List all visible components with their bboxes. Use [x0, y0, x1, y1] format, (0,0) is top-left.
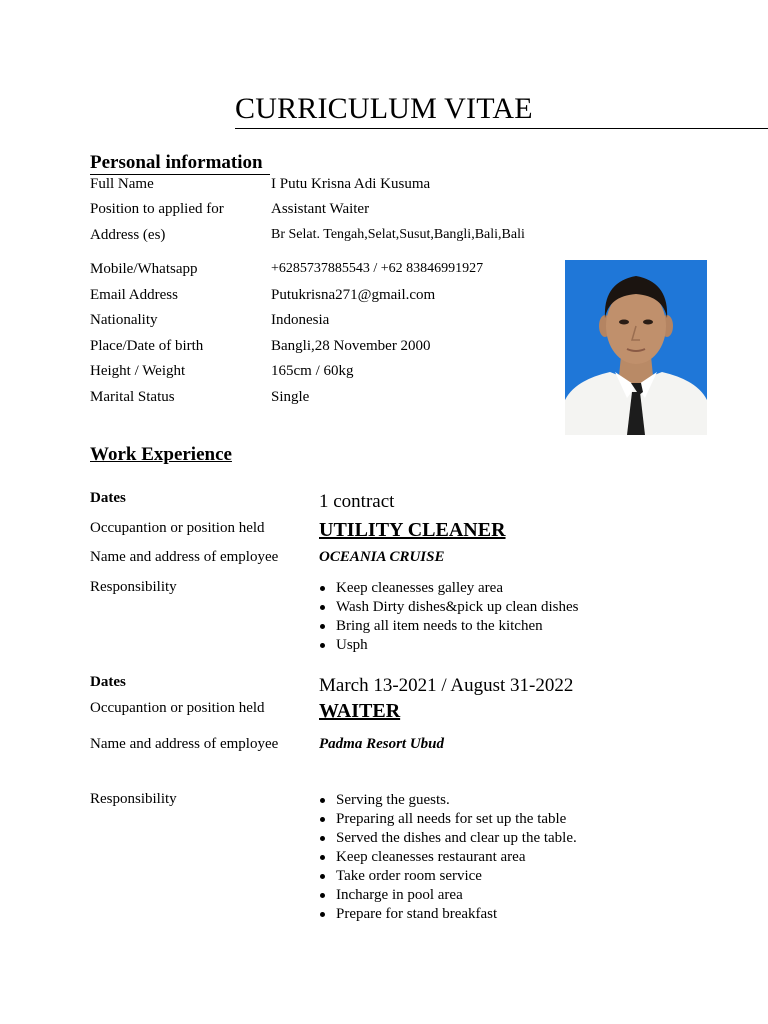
value-marital-status: Single — [271, 389, 310, 405]
job2-employer-label: Name and address of employee — [90, 736, 279, 752]
list-item: Served the dishes and clear up the table. — [319, 829, 577, 848]
list-item: Keep cleanesses galley area — [319, 579, 579, 598]
list-item: Preparing all needs for set up the table — [319, 810, 577, 829]
value-mobile: +6285737885543 / +62 83846991927 — [271, 261, 484, 276]
job2-position-value: WAITER — [319, 700, 401, 722]
label-address: Address (es) — [90, 227, 166, 243]
job2-responsibility-list — [319, 791, 577, 924]
job1-dates-label: Dates — [90, 490, 126, 506]
label-email: Email Address — [90, 287, 178, 303]
work-experience-heading: Work Experience — [90, 444, 232, 465]
value-height-weight: 165cm / 60kg — [271, 363, 354, 379]
list-item: Serving the guests. — [319, 791, 577, 810]
label-full-name: Full Name — [90, 176, 154, 192]
job2-responsibility-label: Responsibility — [90, 791, 177, 807]
job1-dates-value: 1 contract — [319, 491, 395, 512]
personal-info-underline — [90, 174, 270, 175]
job2-dates-label: Dates — [90, 674, 126, 690]
list-item: Incharge in pool area — [319, 886, 577, 905]
label-mobile: Mobile/Whatsapp — [90, 261, 198, 277]
list-item: Wash Dirty dishes&pick up clean dishes — [319, 598, 579, 617]
job2-dates-value: March 13-2021 / August 31-2022 — [319, 675, 574, 696]
list-item: Bring all item needs to the kitchen — [319, 617, 579, 636]
label-height-weight: Height / Weight — [90, 363, 186, 379]
job1-position-label: Occupantion or position held — [90, 520, 265, 536]
personal-info-heading: Personal information — [90, 152, 263, 173]
label-position-applied: Position to applied for — [90, 201, 224, 217]
list-item: Usph — [319, 636, 579, 655]
label-birth: Place/Date of birth — [90, 338, 204, 354]
job1-employer-label: Name and address of employee — [90, 549, 279, 565]
label-nationality: Nationality — [90, 312, 158, 328]
job2-employer-value: Padma Resort Ubud — [319, 736, 445, 752]
job1-responsibility-label: Responsibility — [90, 579, 177, 595]
value-address: Br Selat. Tengah,Selat,Susut,Bangli,Bali,Bali — [271, 227, 525, 242]
document-title: CURRICULUM VITAE — [235, 92, 533, 125]
job1-responsibility-list — [319, 579, 579, 655]
list-item: Take order room service — [319, 867, 577, 886]
job1-employer-value: OCEANIA CRUISE — [319, 549, 445, 565]
profile-photo — [565, 260, 707, 435]
list-item: Prepare for stand breakfast — [319, 905, 577, 924]
value-full-name: I Putu Krisna Adi Kusuma — [271, 176, 431, 192]
title-underline — [235, 128, 768, 129]
job2-position-label: Occupantion or position held — [90, 700, 265, 716]
list-item: Keep cleanesses restaurant area — [319, 848, 577, 867]
value-birth: Bangli,28 November 2000 — [271, 338, 431, 354]
value-position-applied: Assistant Waiter — [271, 201, 370, 217]
profile-photo-icon — [565, 260, 707, 435]
value-email: Putukrisna271@gmail.com — [271, 287, 436, 303]
value-nationality: Indonesia — [271, 312, 330, 328]
label-marital-status: Marital Status — [90, 389, 175, 405]
job1-position-value: UTILITY CLEANER — [319, 519, 506, 541]
